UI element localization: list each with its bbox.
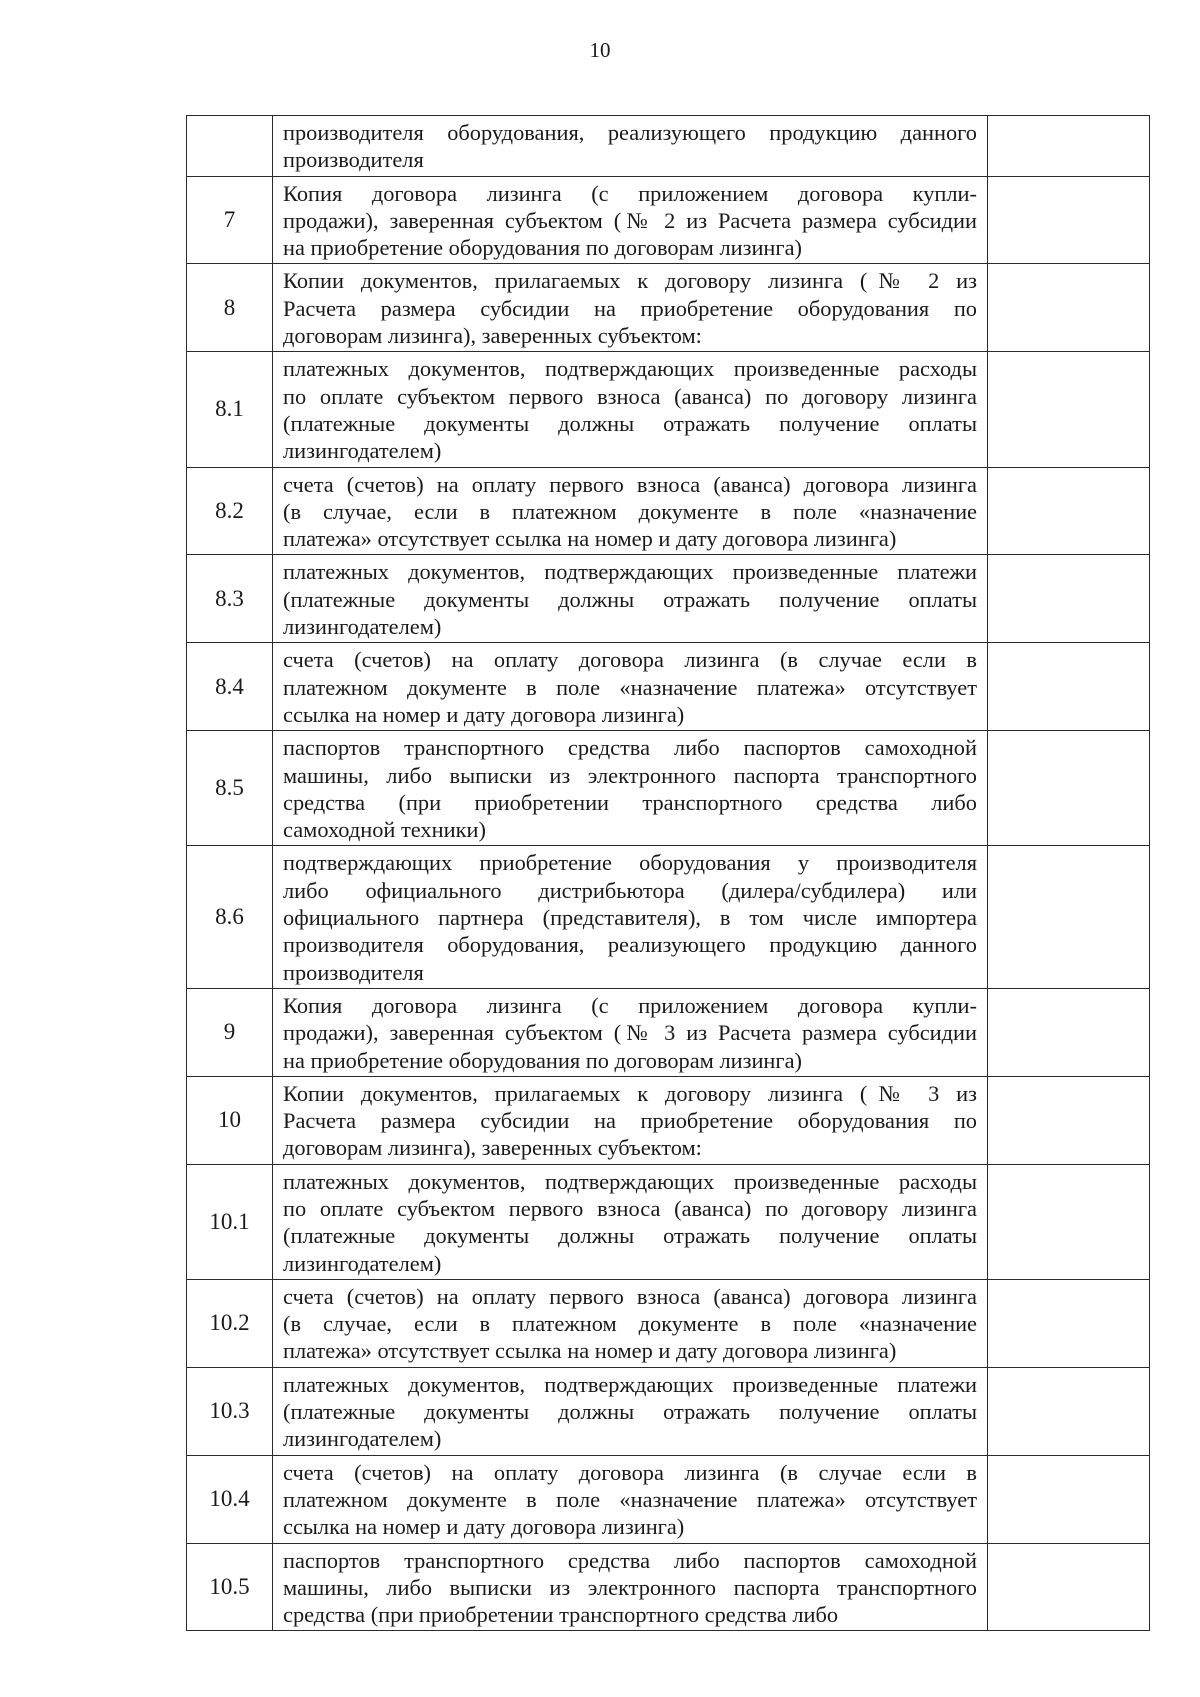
description-line: счета (счетов) на оплату договора лизинга (в случае если в: [283, 1459, 977, 1485]
description-line: официального партнера (представителя), в том числе импортера: [283, 905, 977, 931]
table-row: [187, 1279, 1150, 1367]
item-number: 8.5: [187, 731, 273, 846]
description-line: подтверждающих приобретение оборудования у производителя: [283, 850, 977, 876]
item-description: [273, 1367, 988, 1455]
description-line: платежных документов, подтверждающих произведенные расходы: [283, 1168, 977, 1194]
item-description: [273, 1076, 988, 1164]
item-description: [273, 352, 988, 467]
item-number: 8.1: [187, 352, 273, 467]
description-line: (платежные документы должны отражать получение оплаты: [283, 410, 977, 436]
description-line: производителя: [283, 147, 424, 173]
description-line: ссылка на номер и дату договора лизинга): [283, 701, 685, 727]
item-number: 8.6: [187, 846, 273, 988]
description-line: производителя: [283, 959, 424, 985]
description-line: (в случае, если в платежном документе в поле «назначение: [283, 1311, 977, 1337]
item-number: 10.4: [187, 1455, 273, 1543]
empty-column-cell: [988, 846, 1150, 988]
item-number: 10.2: [187, 1279, 273, 1367]
description-line: счета (счетов) на оплату договора лизинга (в случае если в: [283, 647, 977, 673]
table-row: [187, 264, 1150, 352]
item-description: [273, 555, 988, 643]
description-line: паспортов транспортного средства либо паспортов самоходной: [283, 1547, 977, 1573]
description-line: лизингодателем): [283, 614, 442, 640]
item-description: [273, 1543, 988, 1631]
description-line: (платежные документы должны отражать получение оплаты: [283, 1399, 977, 1425]
description-line: продажи), заверенная субъектом (№ 3 из Расчета размера субсидии: [283, 1020, 977, 1046]
item-description: [273, 1164, 988, 1279]
item-description: [273, 643, 988, 731]
description-line: паспортов транспортного средства либо паспортов самоходной: [283, 735, 977, 761]
empty-column-cell: [988, 467, 1150, 555]
empty-column-cell: [988, 116, 1150, 177]
description-line: Расчета размера субсидии на приобретение оборудования по: [283, 295, 977, 321]
description-line: машины, либо выписки из электронного паспорта транспортного: [283, 762, 977, 788]
description-line: платежных документов, подтверждающих произведенные расходы: [283, 356, 977, 382]
description-line: платежном документе в поле «назначение платежа» отсутствует: [283, 1486, 977, 1512]
description-line: платежном документе в поле «назначение платежа» отсутствует: [283, 674, 977, 700]
description-line: Копии документов, прилагаемых к договору лизинга (№ 2 из: [283, 268, 977, 294]
empty-column-cell: [988, 264, 1150, 352]
item-description: [273, 116, 988, 177]
item-number: 10.1: [187, 1164, 273, 1279]
item-number: 8.4: [187, 643, 273, 731]
table-row: [187, 731, 1150, 846]
description-line: лизингодателем): [283, 1250, 442, 1276]
description-line: платежных документов, подтверждающих произведенные платежи: [283, 559, 977, 585]
empty-column-cell: [988, 352, 1150, 467]
description-line: лизингодателем): [283, 438, 442, 464]
item-number: 10.5: [187, 1543, 273, 1631]
description-line: Копия договора лизинга (с приложением договора купли-: [283, 180, 977, 206]
description-line: самоходной техники): [283, 817, 486, 843]
table-row: [187, 352, 1150, 467]
item-number: 8.3: [187, 555, 273, 643]
description-line: Копия договора лизинга (с приложением договора купли-: [283, 992, 977, 1018]
item-number: 10: [187, 1076, 273, 1164]
item-description: [273, 467, 988, 555]
description-line: договорам лизинга), заверенных субъектом:: [283, 323, 702, 349]
item-description: [273, 264, 988, 352]
empty-column-cell: [988, 176, 1150, 264]
item-number: 9: [187, 988, 273, 1076]
description-line: платежных документов, подтверждающих произведенные платежи: [283, 1371, 977, 1397]
empty-column-cell: [988, 1455, 1150, 1543]
item-number: [187, 116, 273, 177]
description-line: (платежные документы должны отражать получение оплаты: [283, 586, 977, 612]
description-line: Копии документов, прилагаемых к договору лизинга (№ 3 из: [283, 1080, 977, 1106]
empty-column-cell: [988, 988, 1150, 1076]
description-line: продажи), заверенная субъектом (№ 2 из Расчета размера субсидии: [283, 207, 977, 233]
empty-column-cell: [988, 1279, 1150, 1367]
description-line: машины, либо выписки из электронного паспорта транспортного: [283, 1574, 977, 1600]
table-row: [187, 1076, 1150, 1164]
description-line: лизингодателем): [283, 1426, 442, 1452]
item-description: [273, 846, 988, 988]
empty-column-cell: [988, 643, 1150, 731]
documents-table: [186, 115, 1150, 1631]
table-row: [187, 116, 1150, 177]
item-description: [273, 1455, 988, 1543]
page-number: 10: [589, 38, 611, 62]
description-line: Расчета размера субсидии на приобретение оборудования по: [283, 1108, 977, 1134]
description-line: счета (счетов) на оплату первого взноса (аванса) договора лизинга: [283, 471, 977, 497]
item-description: [273, 176, 988, 264]
description-line: средства (при приобретении транспортного средства либо: [283, 789, 977, 815]
empty-column-cell: [988, 1076, 1150, 1164]
table-row: [187, 643, 1150, 731]
empty-column-cell: [988, 555, 1150, 643]
description-line: по оплате субъектом первого взноса (аванса) по договору лизинга: [283, 1195, 977, 1221]
item-number: 7: [187, 176, 273, 264]
table-row: [187, 176, 1150, 264]
empty-column-cell: [988, 1164, 1150, 1279]
table-row: [187, 1164, 1150, 1279]
description-line: счета (счетов) на оплату первого взноса (аванса) договора лизинга: [283, 1283, 977, 1309]
table-row: [187, 1543, 1150, 1631]
description-line: на приобретение оборудования по договорам лизинга): [283, 1047, 802, 1073]
table-row: [187, 467, 1150, 555]
description-line: производителя оборудования, реализующего продукцию данного: [283, 932, 977, 958]
description-line: договорам лизинга), заверенных субъектом:: [283, 1135, 702, 1161]
description-line: ссылка на номер и дату договора лизинга): [283, 1514, 685, 1540]
empty-column-cell: [988, 1367, 1150, 1455]
description-line: средства (при приобретении транспортного средства либо: [283, 1602, 839, 1628]
description-line: производителя оборудования, реализующего продукцию данного: [283, 120, 977, 145]
description-line: платежа» отсутствует ссылка на номер и дату договора лизинга): [283, 526, 897, 552]
item-number: 10.3: [187, 1367, 273, 1455]
empty-column-cell: [988, 731, 1150, 846]
item-number: 8.2: [187, 467, 273, 555]
description-line: по оплате субъектом первого взноса (аванса) по договору лизинга: [283, 383, 977, 409]
description-line: на приобретение оборудования по договорам лизинга): [283, 235, 802, 261]
description-line: либо официального дистрибьютора (дилера/субдилера) или: [283, 877, 977, 903]
table-row: [187, 1367, 1150, 1455]
table-row: [187, 555, 1150, 643]
table-row: [187, 988, 1150, 1076]
item-description: [273, 731, 988, 846]
item-description: [273, 1279, 988, 1367]
description-line: платежа» отсутствует ссылка на номер и дату договора лизинга): [283, 1338, 897, 1364]
table-row: [187, 1455, 1150, 1543]
item-number: 8: [187, 264, 273, 352]
table-row: [187, 846, 1150, 988]
description-line: (платежные документы должны отражать получение оплаты: [283, 1223, 977, 1249]
empty-column-cell: [988, 1543, 1150, 1631]
item-description: [273, 988, 988, 1076]
description-line: (в случае, если в платежном документе в поле «назначение: [283, 498, 977, 524]
